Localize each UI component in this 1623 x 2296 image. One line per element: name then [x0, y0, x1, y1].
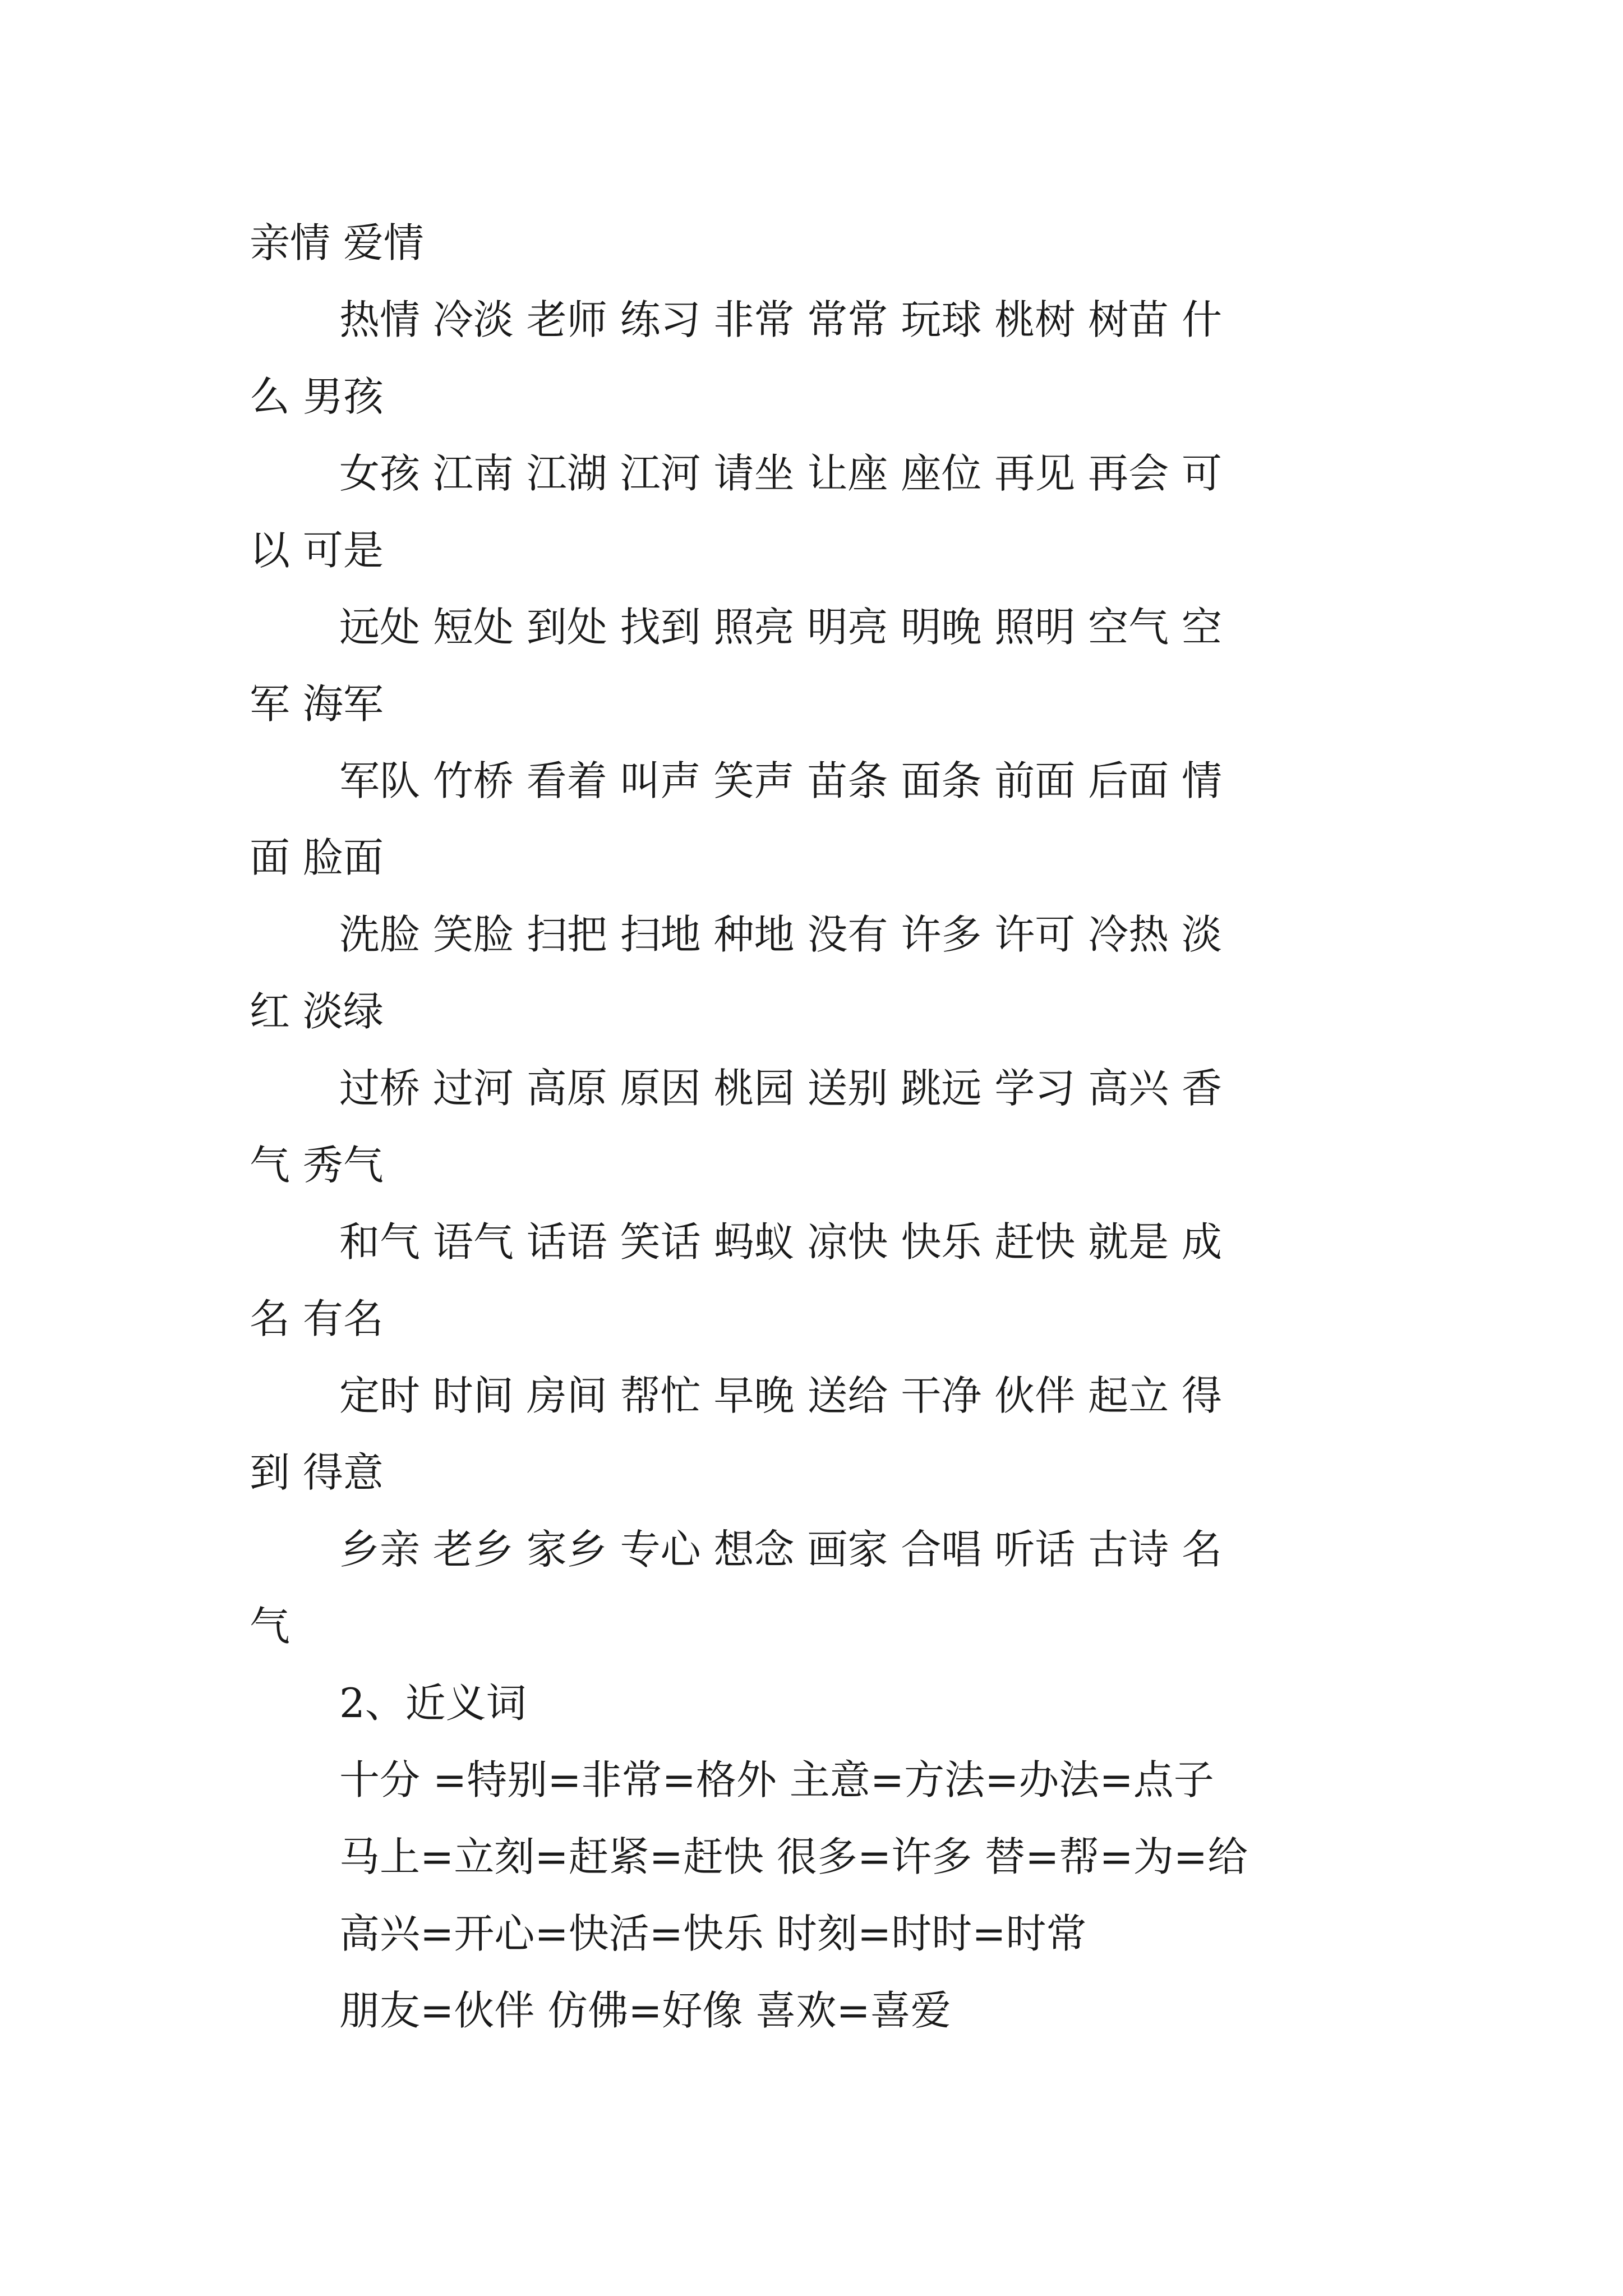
word-line: 过桥 过河 高原 原因 桃园 送别 跳远 学习 高兴 香 [339, 1065, 1222, 1112]
word-line-continued: 气 秀气 [250, 1142, 384, 1189]
word-line: 洗脸 笑脸 扫把 扫地 种地 没有 许多 许可 冷热 淡 [339, 911, 1222, 958]
word-line: 和气 语气 话语 笑话 蚂蚁 凉快 快乐 赶快 就是 成 [339, 1218, 1222, 1266]
word-line: 军队 竹桥 看着 叫声 笑声 苗条 面条 前面 后面 情 [339, 757, 1222, 804]
word-line-continued: 到 得意 [250, 1449, 384, 1496]
word-line-continued: 军 海军 [250, 680, 384, 728]
synonym-line: 马上=立刻=赶紧=赶快 很多=许多 替=帮=为=给 [339, 1833, 1248, 1880]
word-line: 远处 短处 到处 找到 照亮 明亮 明晚 照明 空气 空 [339, 604, 1222, 651]
word-line-continued: 气 [250, 1603, 291, 1650]
synonym-line: 高兴=开心=快活=快乐 时刻=时时=时常 [339, 1910, 1087, 1957]
synonym-line: 十分 =特别=非常=格外 主意=方法=办法=点子 [339, 1756, 1214, 1803]
word-line-continued: 面 脸面 [250, 834, 384, 881]
word-line: 乡亲 老乡 家乡 专心 想念 画家 合唱 听话 古诗 名 [339, 1526, 1222, 1573]
word-line: 亲情 爱情 [250, 219, 424, 266]
word-line-continued: 么 男孩 [250, 373, 384, 420]
word-line-continued: 红 淡绿 [250, 988, 384, 1035]
word-line-continued: 以 可是 [250, 527, 384, 574]
word-line: 女孩 江南 江湖 江河 请坐 让座 座位 再见 再会 可 [339, 450, 1222, 497]
section-heading: 2、近义词 [339, 1680, 527, 1727]
synonym-line: 朋友=伙伴 仿佛=好像 喜欢=喜爱 [339, 1987, 951, 2034]
word-line: 热情 冷淡 老师 练习 非常 常常 玩球 桃树 树苗 什 [339, 296, 1222, 343]
word-line-continued: 名 有名 [250, 1295, 384, 1342]
word-line: 定时 时间 房间 帮忙 早晚 送给 干净 伙伴 起立 得 [339, 1372, 1222, 1419]
document-body [250, 205, 1382, 2049]
